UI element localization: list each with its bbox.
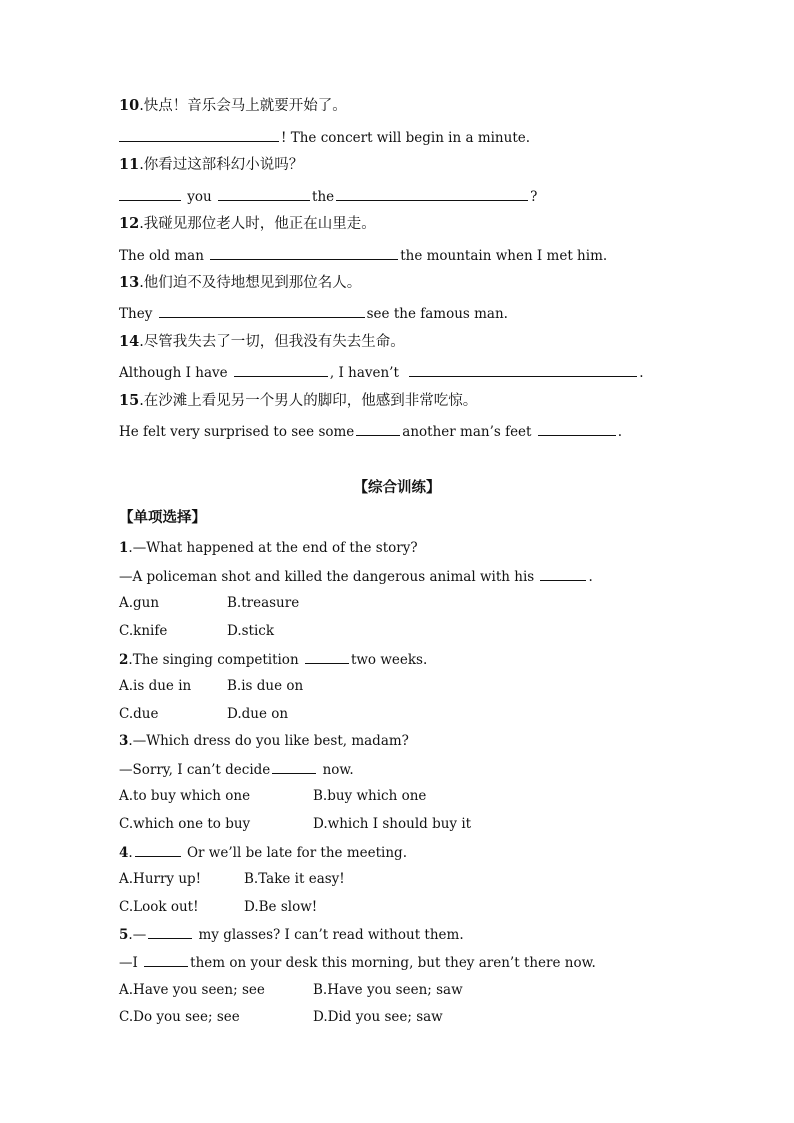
question-4-stem xyxy=(119,842,407,863)
question-text: them on your desk this morning, but they aren’t there now. xyxy=(190,955,596,971)
question-text: two weeks. xyxy=(350,652,428,668)
answer-blank[interactable] xyxy=(135,842,181,857)
answer-blank[interactable] xyxy=(538,421,616,436)
sentence-text: you xyxy=(187,189,212,205)
answer-blank[interactable] xyxy=(336,186,528,201)
answer-blank[interactable] xyxy=(540,566,586,581)
sentence-text: Although I have xyxy=(119,365,228,381)
option-b[interactable]: B.is due on xyxy=(227,678,304,694)
translation-15-prompt xyxy=(119,391,477,411)
option-b[interactable]: B.Take it easy! xyxy=(244,871,345,887)
question-1-stem-line2 xyxy=(119,566,593,587)
option-b[interactable]: B.Have you seen; saw xyxy=(313,982,463,998)
section-title: 【综合训练】 xyxy=(353,479,441,496)
answer-blank[interactable] xyxy=(159,303,365,318)
translation-13-prompt xyxy=(119,273,361,293)
translation-12-answer xyxy=(119,245,607,266)
answer-blank[interactable] xyxy=(119,127,279,142)
answer-blank[interactable] xyxy=(119,186,181,201)
translation-10-answer xyxy=(119,127,530,148)
subsection-title: 【单项选择】 xyxy=(119,509,206,526)
answer-blank[interactable] xyxy=(148,924,192,939)
translation-11-answer xyxy=(119,186,537,207)
sentence-text: The old man xyxy=(119,248,204,264)
translation-11-prompt xyxy=(119,155,303,175)
sentence-text: see the famous man. xyxy=(366,306,508,322)
answer-blank[interactable] xyxy=(210,245,398,260)
option-a[interactable]: A.Hurry up! xyxy=(119,871,202,887)
option-c[interactable]: C.Look out! xyxy=(119,899,199,915)
item-number: 10 xyxy=(119,97,140,114)
chinese-sentence: .在沙滩上看见另一个男人的脚印，他感到非常吃惊。 xyxy=(139,393,478,409)
question-text: .—Which dress do you like best, madam? xyxy=(128,733,409,749)
sentence-text: the mountain when I met him. xyxy=(400,248,608,264)
answer-blank[interactable] xyxy=(144,952,188,967)
option-d[interactable]: D.due on xyxy=(227,706,289,722)
translation-12-prompt xyxy=(119,214,376,234)
question-text: —I xyxy=(119,955,138,971)
chinese-sentence: .他们迫不及待地想见到那位名人。 xyxy=(139,275,362,291)
answer-blank[interactable] xyxy=(218,186,310,201)
option-d[interactable]: D.which I should buy it xyxy=(313,816,472,832)
option-c[interactable]: C.which one to buy xyxy=(119,816,251,832)
sentence-text: . xyxy=(617,424,623,440)
sentence-text: He felt very surprised to see some xyxy=(119,424,355,440)
question-5-stem-line2 xyxy=(119,952,596,973)
answer-blank[interactable] xyxy=(272,759,316,774)
option-c[interactable]: C.Do you see; see xyxy=(119,1009,240,1025)
question-text: . xyxy=(588,569,593,585)
sentence-text: the xyxy=(312,189,335,205)
option-a[interactable]: A.gun xyxy=(119,595,160,611)
sentence-text: ! The concert will begin in a minute. xyxy=(281,130,531,146)
option-c[interactable]: C.due xyxy=(119,706,159,722)
question-text: my glasses? I can’t read without them. xyxy=(194,927,464,943)
question-text: —Sorry, I can’t decide xyxy=(119,762,271,778)
sentence-text: They xyxy=(119,306,153,322)
sentence-text: , I haven’t xyxy=(329,365,399,381)
option-a[interactable]: A.Have you seen; see xyxy=(119,982,265,998)
option-b[interactable]: B.buy which one xyxy=(313,788,427,804)
item-number: 12 xyxy=(119,215,140,232)
question-number: 5 xyxy=(119,927,129,943)
item-number: 14 xyxy=(119,333,140,350)
question-text: .— xyxy=(128,927,147,943)
question-1-stem xyxy=(119,538,418,558)
chinese-sentence: .快点！音乐会马上就要开始了。 xyxy=(139,98,347,114)
option-d[interactable]: D.stick xyxy=(227,623,275,639)
translation-13-answer xyxy=(119,303,508,324)
chinese-sentence: .你看过这部科幻小说吗？ xyxy=(139,157,304,173)
item-number: 15 xyxy=(119,392,140,409)
question-number: 1 xyxy=(119,540,129,556)
translation-10-prompt xyxy=(119,96,347,116)
answer-blank[interactable] xyxy=(234,362,328,377)
item-number: 11 xyxy=(119,156,140,173)
sentence-text: ? xyxy=(530,189,538,205)
chinese-sentence: .尽管我失去了一切，但我没有失去生命。 xyxy=(139,334,405,350)
chinese-sentence: .我碰见那位老人时，他正在山里走。 xyxy=(139,216,376,232)
question-text: Or we’ll be late for the meeting. xyxy=(182,845,407,861)
question-text: —A policeman shot and killed the dangerous animal with his xyxy=(119,569,535,585)
answer-blank[interactable] xyxy=(305,649,349,664)
question-2-stem xyxy=(119,649,427,670)
question-3-stem xyxy=(119,731,409,751)
option-d[interactable]: D.Did you see; saw xyxy=(313,1009,443,1025)
question-5-stem xyxy=(119,924,464,945)
option-a[interactable]: A.is due in xyxy=(119,678,192,694)
translation-15-answer xyxy=(119,421,622,442)
option-a[interactable]: A.to buy which one xyxy=(119,788,251,804)
question-text: . xyxy=(128,845,133,861)
option-d[interactable]: D.Be slow! xyxy=(244,899,318,915)
sentence-text: another man’s feet xyxy=(402,424,532,440)
question-3-stem-line2 xyxy=(119,759,354,780)
question-number: 3 xyxy=(119,733,129,749)
sentence-text: . xyxy=(639,365,644,381)
question-text: now. xyxy=(318,762,354,778)
question-number: 2 xyxy=(119,652,129,668)
question-text: .The singing competition xyxy=(128,652,299,668)
option-b[interactable]: B.treasure xyxy=(227,595,300,611)
question-number: 4 xyxy=(119,845,129,861)
item-number: 13 xyxy=(119,274,140,291)
translation-14-prompt xyxy=(119,332,405,352)
translation-14-answer xyxy=(119,362,644,383)
answer-blank[interactable] xyxy=(409,362,637,377)
answer-blank[interactable] xyxy=(356,421,400,436)
option-c[interactable]: C.knife xyxy=(119,623,168,639)
question-text: .—What happened at the end of the story? xyxy=(128,540,418,556)
